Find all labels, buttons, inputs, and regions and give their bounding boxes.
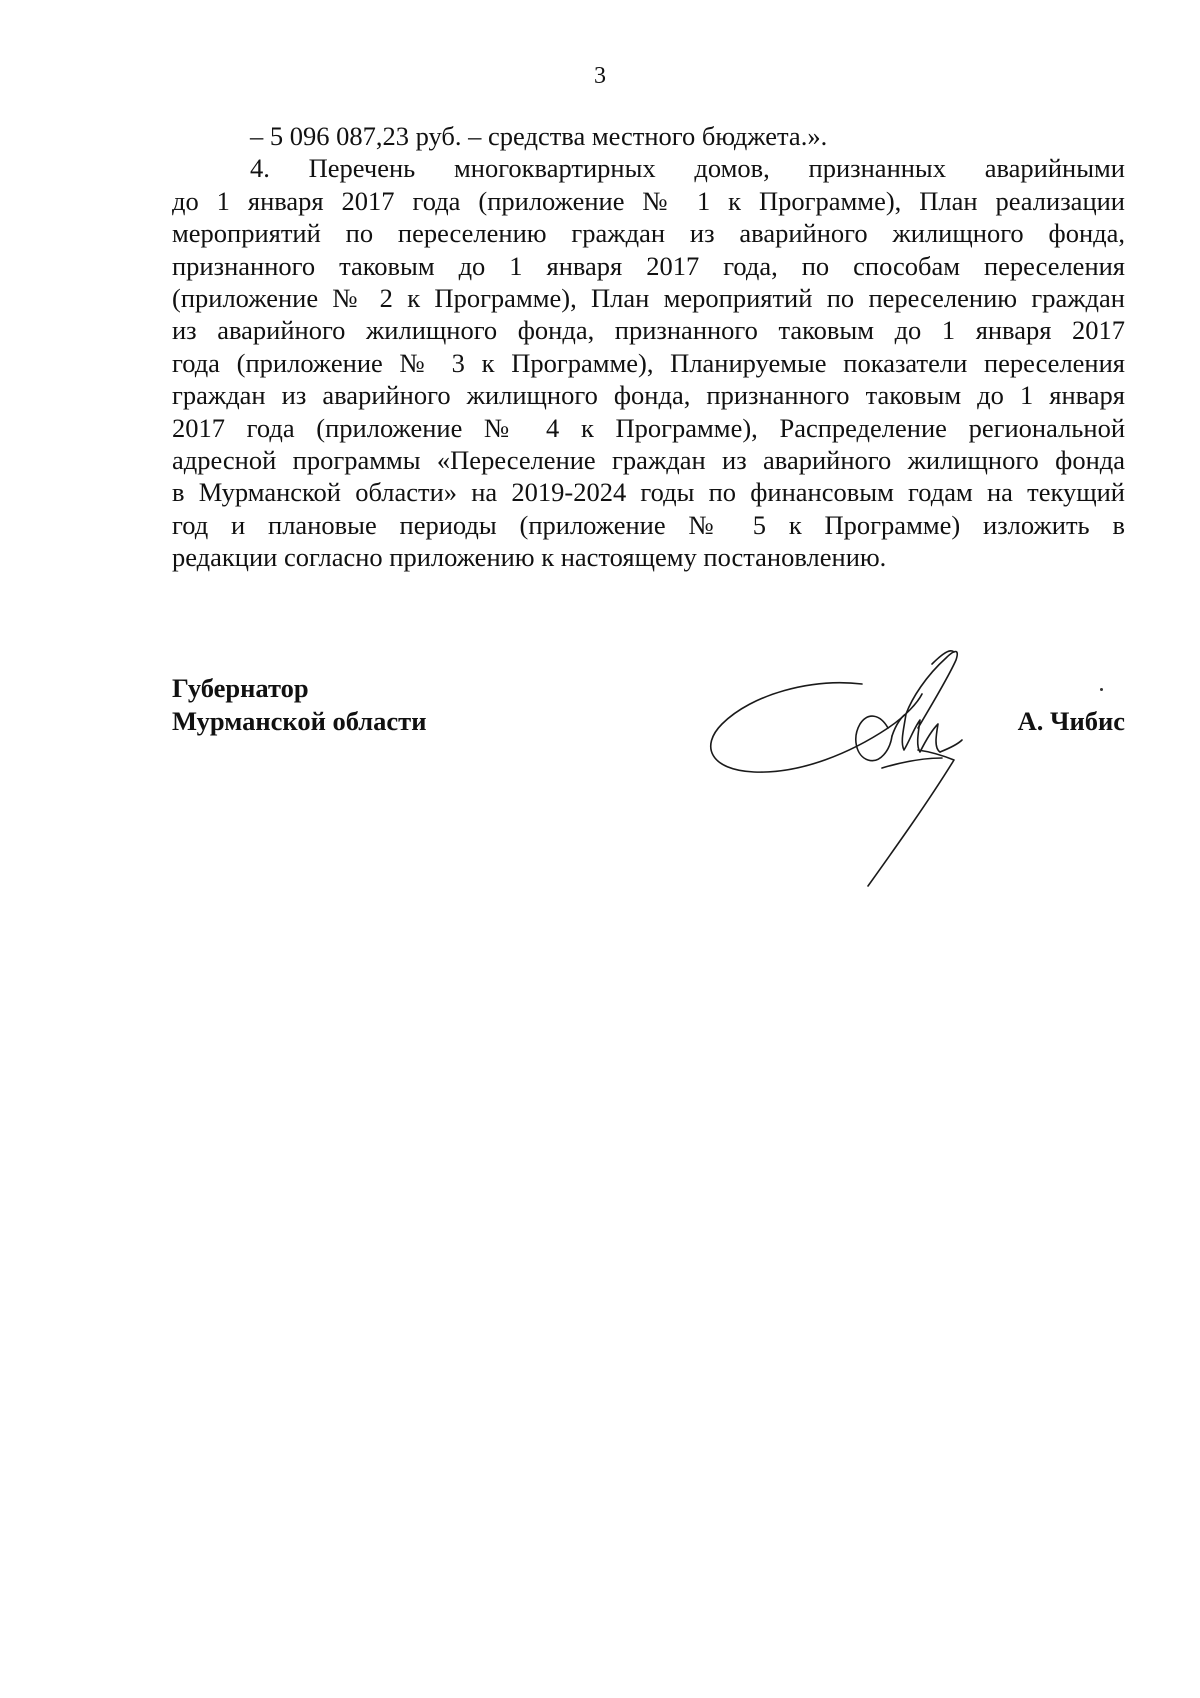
paragraph-line: из аварийного жилищного фонда, признанного таковым до 1 января 2017 bbox=[172, 315, 1125, 346]
paragraph-line: 4. Перечень многоквартирных домов, признанных аварийными bbox=[250, 153, 1125, 184]
ink-dot bbox=[1100, 688, 1103, 691]
paragraph-line: адресной программы «Переселение граждан из аварийного жилищного фонда bbox=[172, 445, 1125, 476]
handwritten-signature bbox=[692, 632, 992, 912]
paragraph-line: до 1 января 2017 года (приложение № 1 к Программе), План реализации bbox=[172, 185, 1125, 216]
paragraph-4 bbox=[172, 152, 1125, 573]
paragraph-line: граждан из аварийного жилищного фонда, признанного таковым до 1 января bbox=[172, 380, 1125, 411]
document-body bbox=[172, 120, 1125, 574]
paragraph-line: редакции согласно приложению к настоящему постановлению. bbox=[172, 542, 887, 573]
paragraph-line: года (приложение № 3 к Программе), Планируемые показатели переселения bbox=[172, 347, 1125, 378]
paragraph-line: признанного таковым до 1 января 2017 года, по способам переселения bbox=[172, 250, 1125, 281]
signature-block bbox=[172, 672, 1125, 972]
paragraph-line: мероприятий по переселению граждан из аварийного жилищного фонда, bbox=[172, 218, 1125, 249]
paragraph-line: 2017 года (приложение № 4 к Программе), Распределение региональной bbox=[172, 412, 1125, 443]
signer-position bbox=[172, 672, 426, 738]
paragraph-line: (приложение № 2 к Программе), План мероприятий по переселению граждан bbox=[172, 283, 1125, 314]
signer-position-line: Губернатор bbox=[172, 673, 309, 703]
page-number: 3 bbox=[594, 63, 606, 89]
budget-line: – 5 096 087,23 руб. – средства местного бюджета.». bbox=[250, 121, 828, 151]
paragraph-line: год и плановые периоды (приложение № 5 к Программе) изложить в bbox=[172, 509, 1125, 540]
paragraph-line: в Мурманской области» на 2019-2024 годы по финансовым годам на текущий bbox=[172, 477, 1125, 508]
signer-position-line: Мурманской области bbox=[172, 706, 427, 736]
signer-name: А. Чибис bbox=[1017, 706, 1125, 736]
